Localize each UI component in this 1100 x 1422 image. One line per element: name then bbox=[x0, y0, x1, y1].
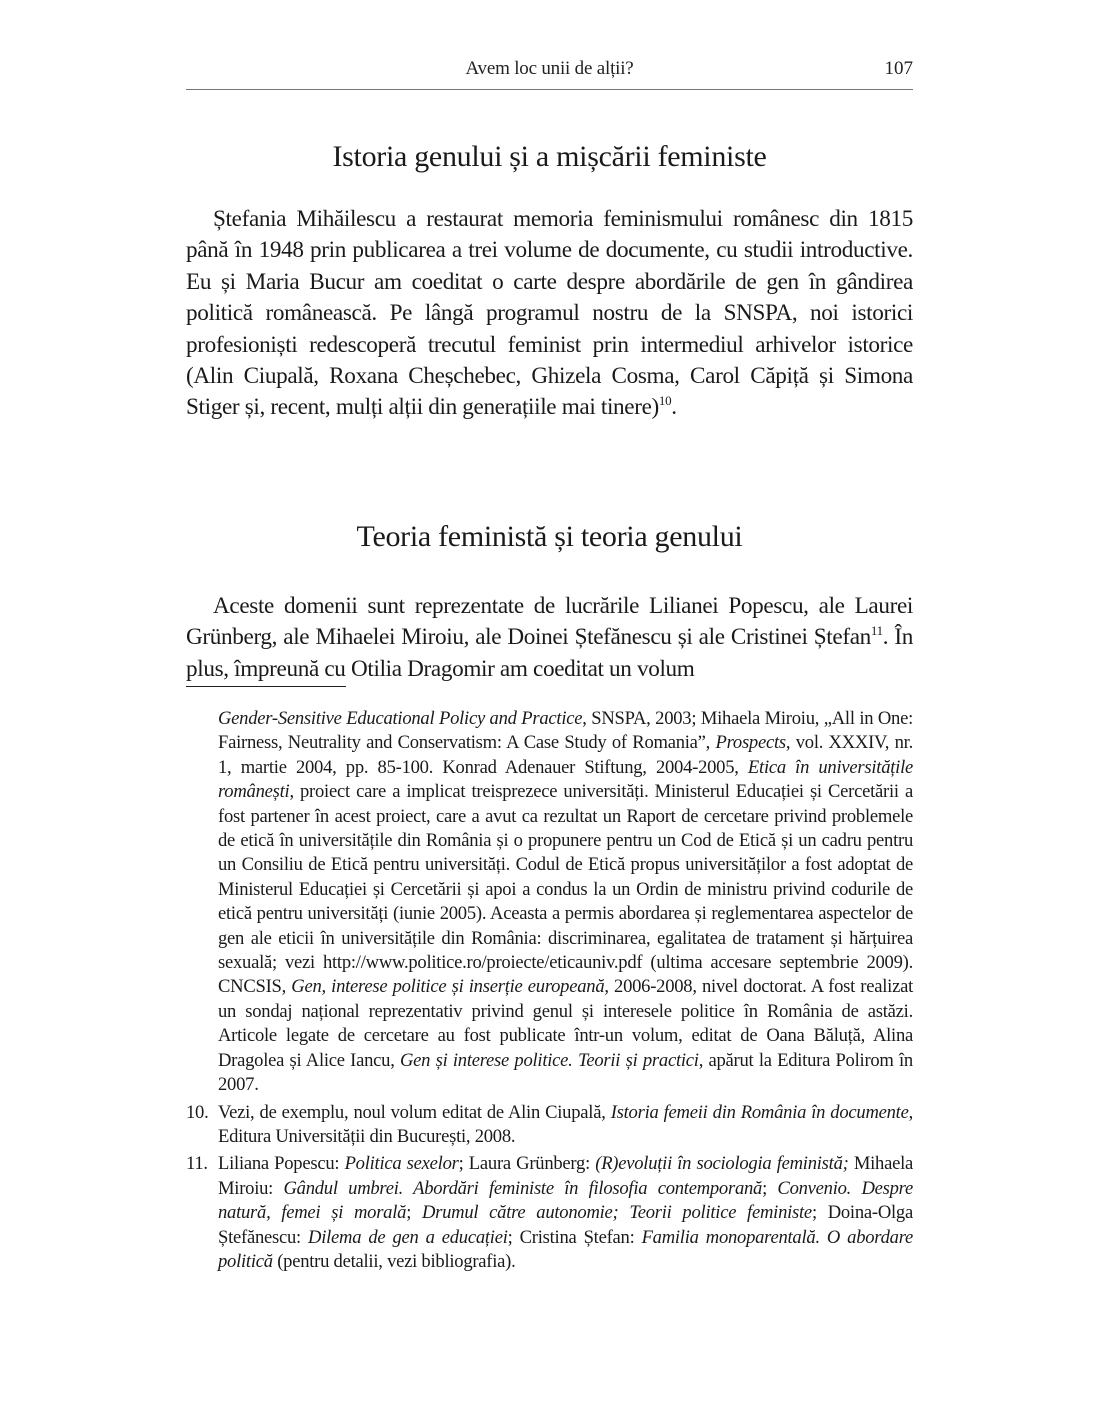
italic-title: Gen, interese politice și inserție europeană bbox=[291, 976, 605, 998]
footnote-separator bbox=[186, 686, 346, 687]
text-run: ; bbox=[762, 1177, 778, 1199]
header-rule bbox=[186, 89, 913, 90]
text-run: . În plus, împreună cu Otilia Dragomir am coeditat un volum bbox=[186, 624, 913, 682]
section-title-theory: Teoria feministă și teoria genului bbox=[356, 520, 743, 553]
text-run: ; Doina-Olga Ștefănescu: bbox=[218, 1202, 913, 1248]
italic-title: (R)evoluții în sociologia feministă; bbox=[595, 1153, 849, 1175]
text-run: (pentru detalii, vezi bibliografia). bbox=[272, 1250, 516, 1272]
footnote-text bbox=[218, 1153, 913, 1272]
italic-title: Drumul către autonomie; Teorii politice feministe bbox=[421, 1202, 812, 1224]
text-run: Aceste domenii sunt reprezentate de lucrările Lilianei Popescu, ale Laurei Grünberg, ale Mihaelei Miroiu, ale Doinei Ștefănescu și ale Cristinei Ștefan bbox=[186, 593, 913, 651]
italic-title: Politica sexelor bbox=[344, 1153, 459, 1175]
footnote-reference[interactable]: 10 bbox=[658, 393, 672, 409]
text-run: ; bbox=[406, 1202, 422, 1224]
text-run: ; Cristina Ștefan: bbox=[507, 1226, 642, 1248]
text-run: . bbox=[671, 394, 677, 421]
text-run: Ștefania Mihăilescu a restaurat memoria feminismului românesc din 1815 până în 1948 prin publicarea a trei volume de documente, cu studii introductive. Eu și Maria Bucur am coeditat o carte despre abordările de gen în gândirea politică românească. Pe lângă programul nostru de la SNSPA, noi istorici profesioniști redescoperă trecutul feminist prin intermediul arhivelor istorice (Alin Ciupală, Roxana Cheșchebec, Ghizela Cosma, Carol Căpiță și Simona Stiger și, recent, mulți alții din generațiile mai tinere) bbox=[186, 206, 913, 421]
footnote-text bbox=[218, 1102, 913, 1147]
italic-title: Gen și interese politice. Teorii și practici bbox=[399, 1049, 699, 1071]
footnote-number: 11. bbox=[186, 1153, 208, 1175]
italic-title: Prospects bbox=[715, 732, 786, 754]
section-paragraph-theory bbox=[186, 591, 913, 685]
text-run: Vezi, de exemplu, noul volum editat de Alin Ciupală, bbox=[218, 1101, 611, 1123]
text-run: Mihaela Miroiu: bbox=[218, 1153, 914, 1199]
italic-title: Familia monoparentală. O abordare politică bbox=[218, 1226, 913, 1272]
text-run: Liliana Popescu: bbox=[218, 1153, 345, 1175]
text-run: , proiect care a implicat treisprezece universități. Ministerul Educației și Cercetării a fost partener în acest proiect, care a avut ca rezultat un Raport de cercetare privind problemele de etică în universitățile din România și o propunere pentru un Cod de Etică și un cadru pentru un Consiliu de Etică pentru universități. Codul de Etică propus universităților a fost adoptat de Ministerul Educației și Cercetării și apoi a condus la un Ordin de ministru privind codurile de etică pentru universități (iunie 2005). Aceasta a permis abordarea și reglementarea aspectelor de gen ale eticii în universitățile din România: discriminarea, egalitatea de tratament și hărțuirea sexuală; vezi http://www.politice.ro/proiecte/eticauniv.pdf (ultima accesare septembrie 2009). CNCSIS, bbox=[218, 781, 913, 998]
section-title-history: Istoria genului și a mișcării feministe bbox=[332, 140, 767, 173]
italic-title: Istoria femeii din România în documente bbox=[610, 1101, 909, 1123]
italic-title: Gender-Sensitive Educational Policy and Practice bbox=[218, 708, 583, 729]
text-run: , SNSPA, 2003; Mihaela Miroiu, „All in One: Fairness, Neutrality and Conservatism: A Case Study of Romania”, bbox=[218, 708, 914, 754]
text-run: , apărut la Editura Polirom în 2007. bbox=[218, 1049, 913, 1096]
section-paragraph-history bbox=[186, 204, 913, 424]
text-run: , 2006-2008, nivel doctorat. A fost realizat un sondaj național reprezentativ privind genul și interesele politice în România de astăzi. Articole legate de cercetare au fost publicate într-un volum, editat de Oana Băluță, Alina Dragolea și Alice Iancu, bbox=[218, 976, 913, 1071]
italic-title: Gândul umbrei. Abordări feministe în filosofia contemporană bbox=[283, 1177, 763, 1199]
italic-title: Convenio. Despre natură, femei și morală bbox=[218, 1177, 913, 1224]
footnotes bbox=[186, 707, 913, 1277]
footnote-continued bbox=[186, 707, 913, 1098]
footnote-number: 10. bbox=[186, 1101, 209, 1123]
page-number: 107 bbox=[884, 58, 913, 79]
running-header bbox=[186, 58, 913, 86]
text-run: ; Laura Grünberg: bbox=[458, 1153, 596, 1175]
footnote-11 bbox=[186, 1152, 913, 1274]
footnote-10 bbox=[186, 1101, 913, 1150]
running-title: Avem loc unii de alții? bbox=[465, 58, 634, 79]
text-run: , vol. XXXIV, nr. 1, martie 2004, pp. 85-100. Konrad Adenauer Stiftung, 2004-2005, bbox=[218, 732, 913, 778]
footnote-reference[interactable]: 11 bbox=[870, 623, 883, 639]
italic-title: Dilema de gen a educației bbox=[308, 1226, 508, 1248]
italic-title: Etica în universitățile românești bbox=[218, 756, 913, 803]
footnote-text bbox=[218, 708, 913, 1095]
text-run: , Editura Universității din București, 2008. bbox=[218, 1101, 913, 1147]
